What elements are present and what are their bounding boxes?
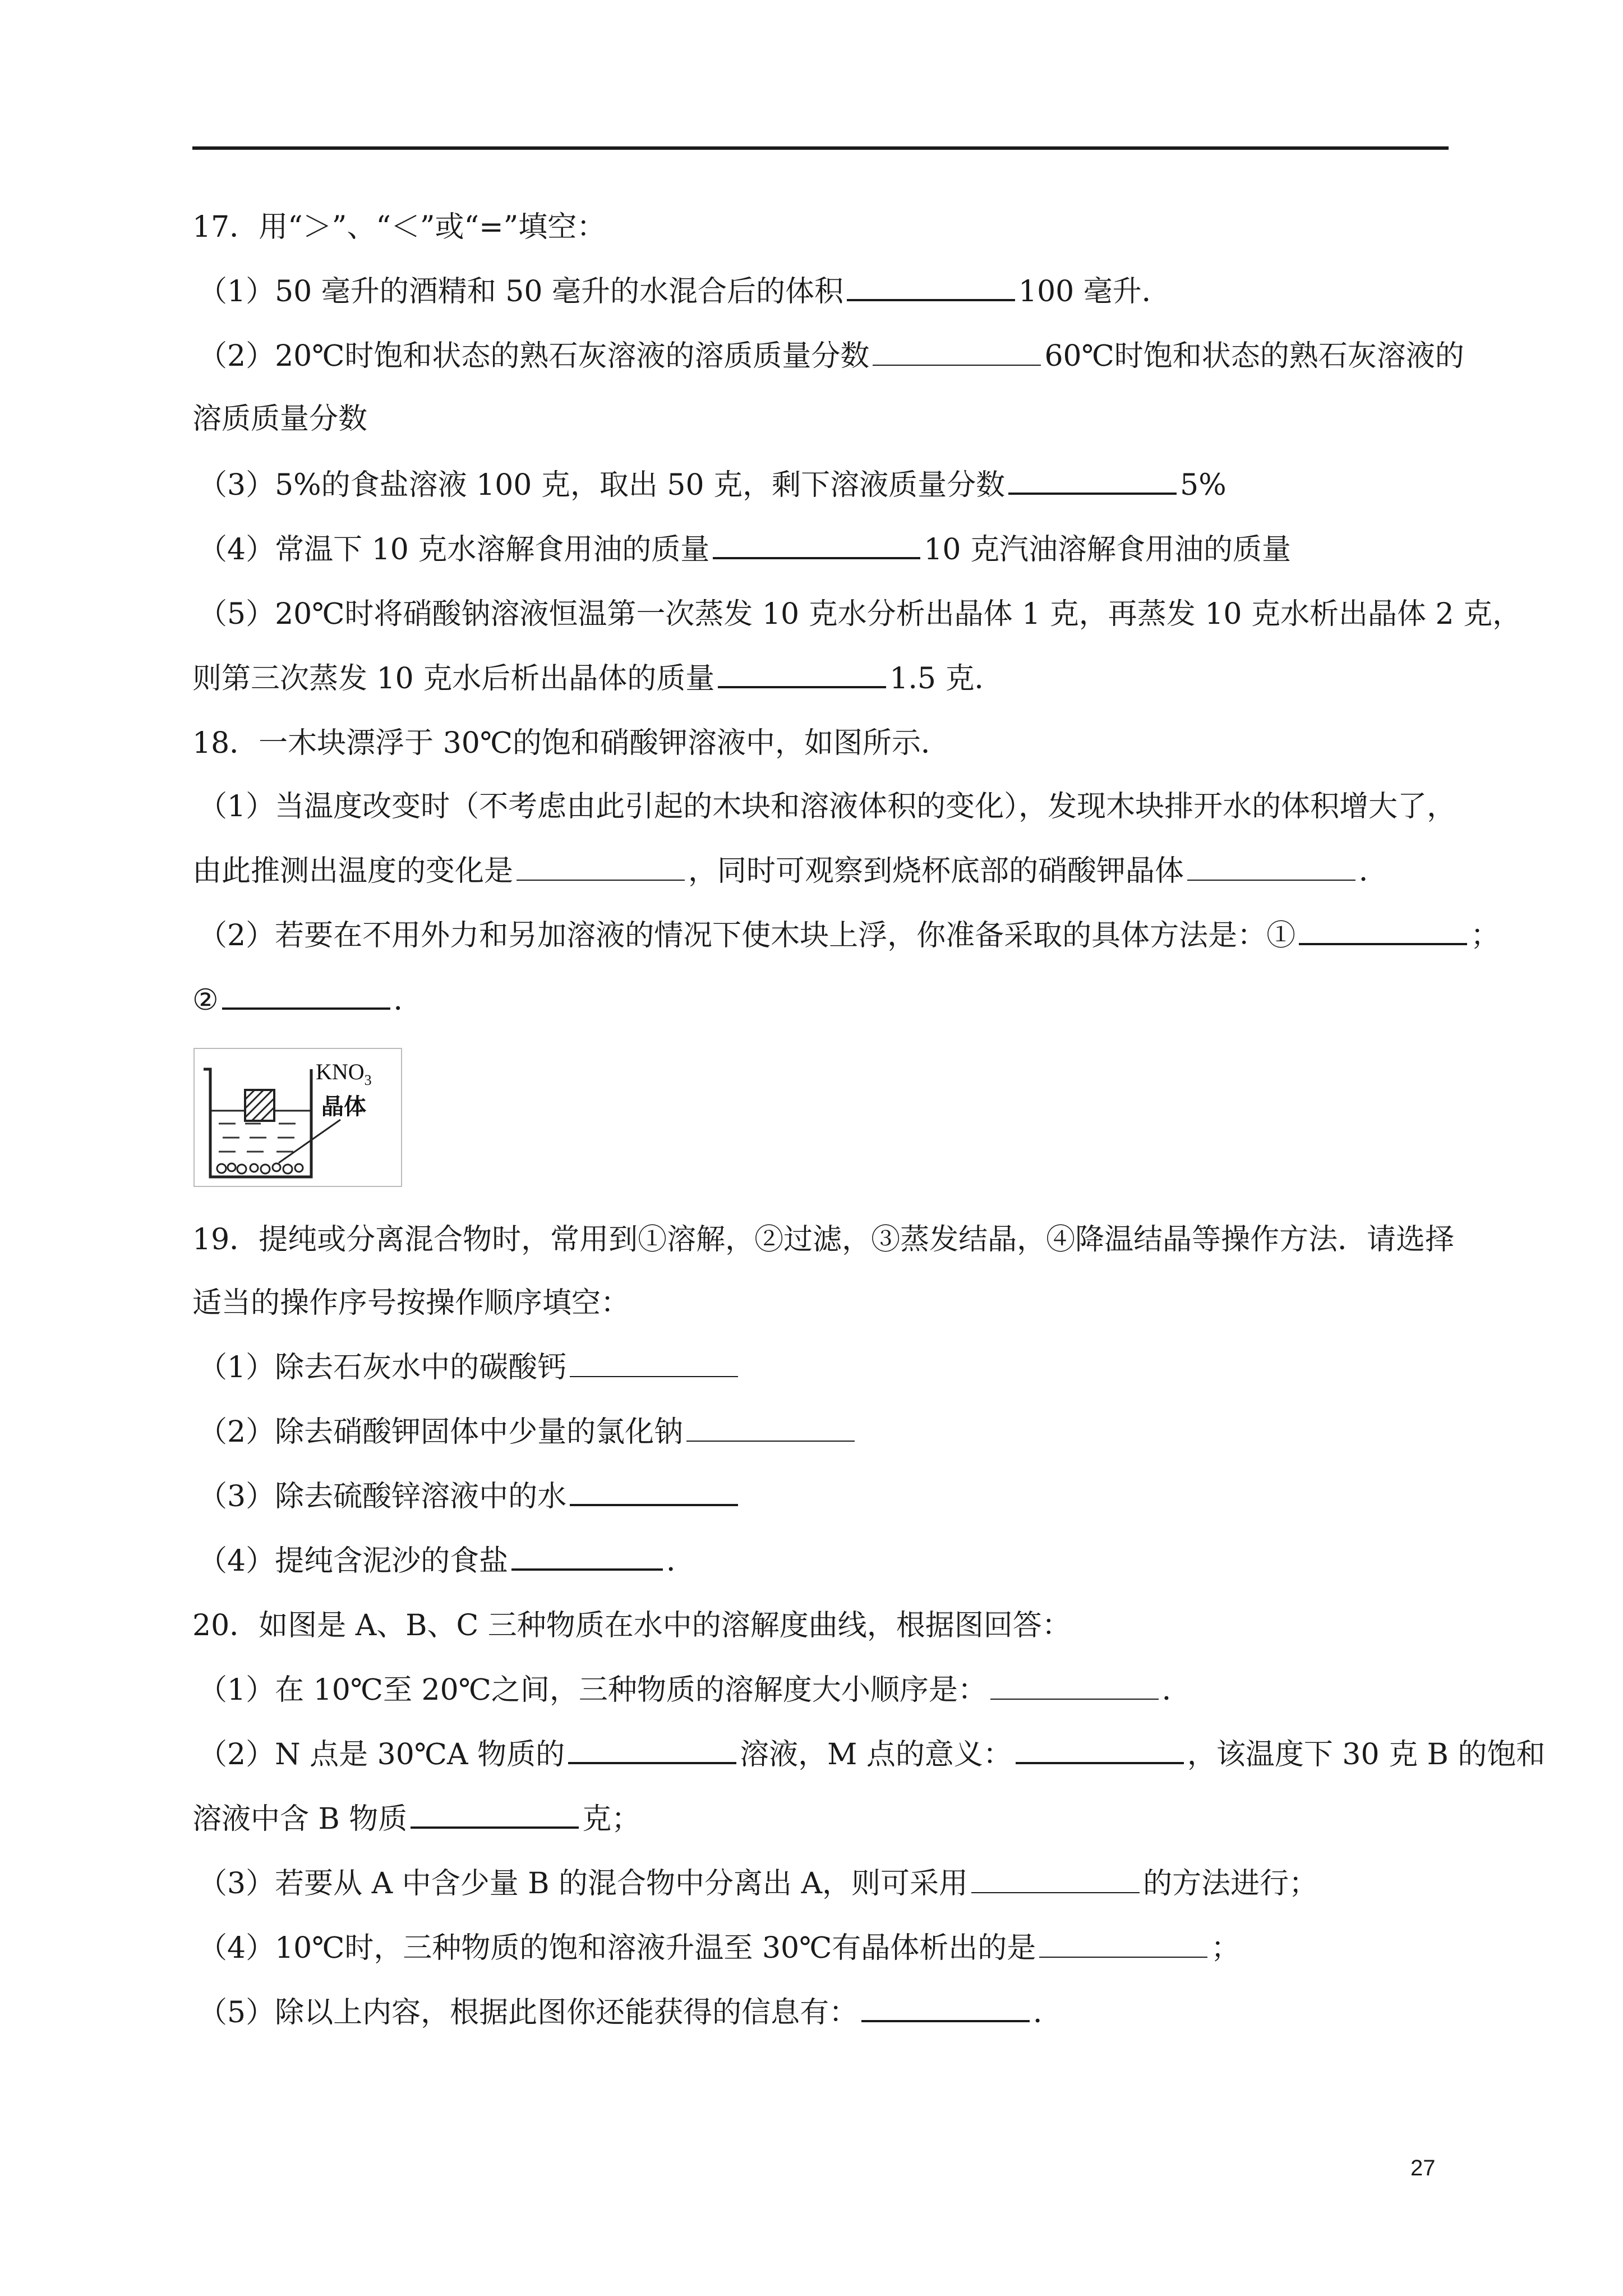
kno3-crystals — [217, 1163, 303, 1174]
answer-blank[interactable] — [570, 1478, 738, 1506]
q19-item-2: （2）除去硝酸钾固体中少量的氯化钠 — [198, 1412, 858, 1452]
answer-blank[interactable] — [411, 1801, 579, 1829]
q17-item-5-cont: 则第三次蒸发 10 克水后析出晶体的质量 1.5 克． — [192, 659, 1003, 698]
answer-blank[interactable] — [1187, 854, 1355, 881]
q20-item-2-cont: 溶液中含 B 物质 克； — [192, 1800, 640, 1839]
answer-blank[interactable] — [713, 531, 920, 559]
q18-title: 18．一木块漂浮于 30℃的饱和硝酸钾溶液中，如图所示． — [192, 726, 951, 760]
q17-item-1: （1）50 毫升的酒精和 50 毫升的水混合后的体积 100 毫升． — [198, 272, 1171, 311]
answer-blank[interactable] — [1008, 467, 1177, 495]
q17-item-4: （4）常温下 10 克水溶解食用油的质量 10 克汽油溶解食用油的质量 — [198, 530, 1291, 569]
crystal-label: 晶体 — [321, 1094, 366, 1120]
q18-item-3: ② ． — [192, 981, 423, 1020]
answer-blank[interactable] — [222, 982, 390, 1010]
beaker-figure — [193, 1048, 402, 1187]
q19-title-cont: 适当的操作序号按操作顺序填空： — [192, 1286, 630, 1320]
answer-blank[interactable] — [517, 854, 685, 881]
answer-blank[interactable] — [570, 1350, 738, 1377]
q17-item-5: （5）20℃时将硝酸钠溶液恒温第一次蒸发 10 克水分析出晶体 1 克，再蒸发 10 克水析出晶体 2 克， — [198, 597, 1522, 631]
answer-blank[interactable] — [861, 1994, 1030, 2022]
pointer-line — [279, 1120, 340, 1163]
kno3-label: $KNO_3$ — [316, 1059, 372, 1088]
answer-blank[interactable] — [873, 339, 1041, 366]
answer-blank[interactable] — [847, 273, 1015, 301]
q18-item-1-cont: 由此推测出温度的变化是 ，同时可观察到烧杯底部的硝酸钾晶体 ． — [192, 854, 1389, 888]
q18-item-1: （1）当温度改变时（不考虑由此引起的木块和溶液体积的变化），发现木块排开水的体积增大了， — [198, 790, 1456, 823]
q20-item-2: （2）N 点是 30℃A 物质的 溶液，M 点的意义： ，该温度下 30 克 B 的饱和 — [198, 1735, 1545, 1774]
q20-item-4: （4）10℃时，三种物质的饱和溶液升温至 30℃有晶体析出的是 ； — [198, 1931, 1241, 1965]
answer-blank[interactable] — [718, 660, 886, 688]
q19-item-1: （1）除去石灰水中的碳酸钙 — [198, 1348, 741, 1387]
answer-blank[interactable] — [1016, 1736, 1184, 1764]
q19-title: 19．提纯或分离混合物时，常用到①溶解，②过滤，③蒸发结晶，④降温结晶等操作方法．请选择 — [192, 1223, 1455, 1257]
answer-blank[interactable] — [568, 1736, 736, 1764]
q19-item-3: （3）除去硫酸锌溶液中的水 — [198, 1477, 741, 1516]
q20-item-1: （1）在 10℃至 20℃之间，三种物质的溶解度大小顺序是： ． — [198, 1673, 1191, 1707]
q18-item-2: （2）若要在不用外力和另加溶液的情况下使木块上浮，你准备采取的具体方法是：① ； — [198, 916, 1500, 955]
page-number: 27 — [1410, 2156, 1436, 2180]
answer-blank[interactable] — [511, 1543, 663, 1571]
q17-item-3: （3）5%的食盐溶液 100 克，取出 50 克，剩下溶液质量分数 5% — [198, 466, 1227, 505]
answer-blank[interactable] — [1299, 917, 1467, 945]
answer-blank[interactable] — [971, 1866, 1140, 1893]
solution-lines — [219, 1124, 296, 1152]
answer-blank[interactable] — [1039, 1931, 1207, 1958]
header-rule — [192, 146, 1449, 150]
q17-item-2-cont: 溶质质量分数 — [192, 402, 368, 436]
q20-item-3: （3）若要从 A 中含少量 B 的混合物中分离出 A，则可采用 的方法进行； — [198, 1867, 1318, 1901]
answer-blank[interactable] — [990, 1673, 1159, 1700]
q19-item-4: （4）提纯含泥沙的食盐 ． — [198, 1542, 695, 1581]
q17-item-2: （2）20℃时饱和状态的熟石灰溶液的溶质质量分数 60℃时饱和状态的熟石灰溶液的 — [198, 339, 1464, 373]
q20-title: 20．如图是 A、B、C 三种物质在水中的溶解度曲线，根据图回答： — [192, 1609, 1071, 1642]
answer-blank[interactable] — [686, 1415, 855, 1442]
q17-title: 17．用“＞”、“＜”或“=”填空： — [192, 210, 606, 244]
q20-item-5: （5）除以上内容，根据此图你还能获得的信息有： ． — [198, 1993, 1062, 2032]
